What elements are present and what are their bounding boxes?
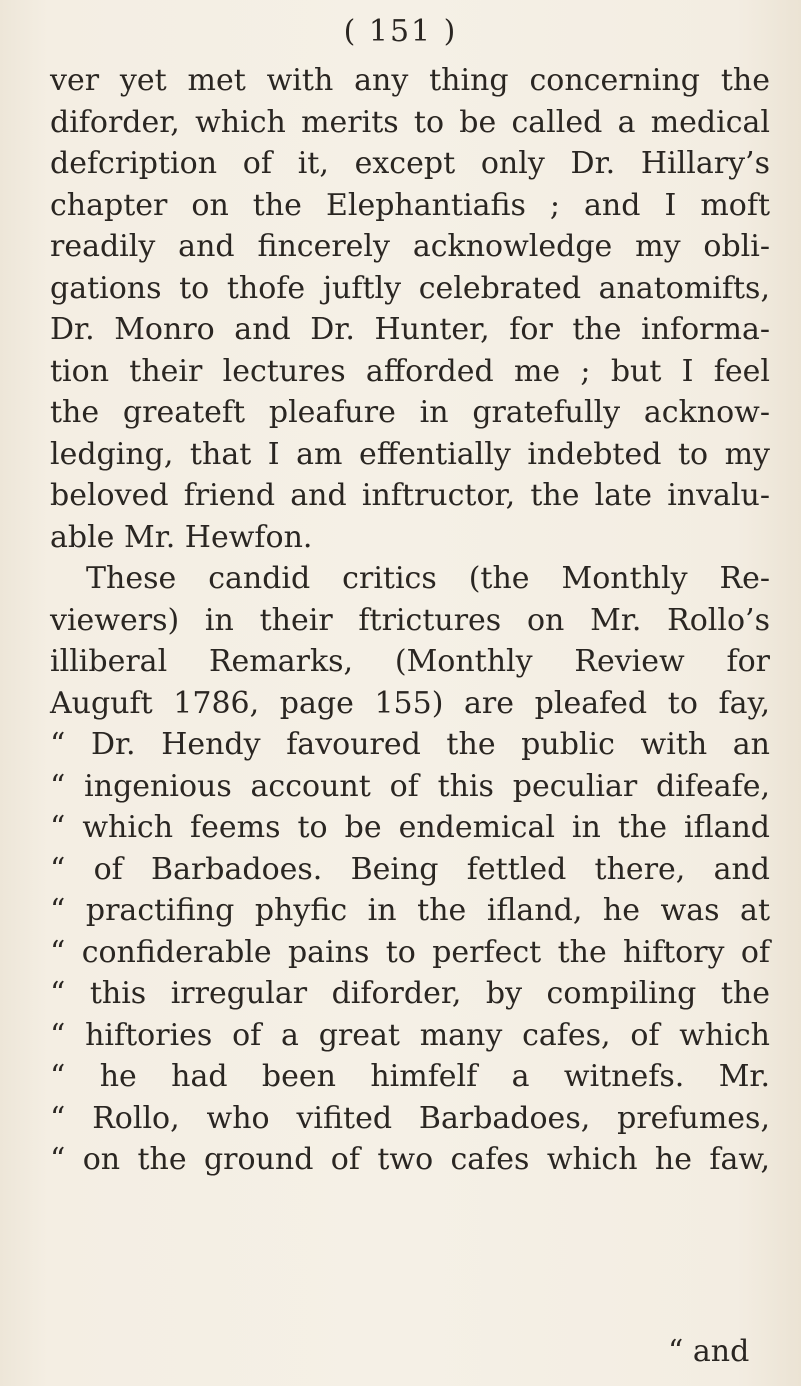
text-line: gations to thofe juftly celebrated anatomifts, bbox=[50, 270, 770, 306]
text-line: viewers) in their ftrictures on Mr. Rollo’s bbox=[50, 602, 770, 638]
text-line: These candid critics (the Monthly Re- bbox=[86, 561, 770, 596]
text-line: “ Rollo, who vifited Barbadoes, prefumes, bbox=[50, 1100, 770, 1136]
text-line: beloved friend and inftructor, the late invalu- bbox=[50, 478, 770, 513]
text-line: “ on the ground of two cafes which he faw, bbox=[50, 1142, 770, 1177]
text-line: illiberal Remarks, (Monthly Review for bbox=[50, 644, 770, 679]
text-line: able Mr. Hewfon. bbox=[50, 519, 313, 555]
text-line: the greateft pleafure in gratefully acknow- bbox=[50, 395, 770, 430]
text-line: defcription of it, except only Dr. Hillary’s bbox=[50, 146, 770, 181]
text-line: readily and fincerely acknowledge my obli- bbox=[50, 229, 770, 264]
catchword: “ and bbox=[668, 1334, 750, 1369]
text-line: “ this irregular diforder, by compiling the bbox=[50, 976, 770, 1011]
text-line: “ Dr. Hendy favoured the public with an bbox=[50, 727, 770, 762]
body-text bbox=[50, 60, 770, 1181]
page-number: ( 151 ) bbox=[343, 14, 458, 49]
text-line: diforder, which merits to be called a medical bbox=[50, 104, 770, 140]
text-line: “ which feems to be endemical in the ifland bbox=[50, 810, 770, 845]
text-line: “ practifing phyfic in the ifland, he was at bbox=[50, 893, 770, 928]
text-line: “ ingenious account of this peculiar difeafe, bbox=[50, 768, 770, 804]
text-line: “ of Barbadoes. Being fettled there, and bbox=[50, 851, 770, 887]
text-line: ver yet met with any thing concerning the bbox=[50, 63, 770, 98]
text-line: tion their lectures afforded me ; but I feel bbox=[50, 353, 770, 389]
text-line: “ confiderable pains to perfect the hiftory of bbox=[50, 934, 770, 970]
text-line: “ hiftories of a great many cafes, of which bbox=[50, 1017, 770, 1053]
text-line: “ he had been himfelf a witnefs. Mr. bbox=[50, 1059, 770, 1094]
text-line: Auguft 1786, page 155) are pleafed to fay, bbox=[50, 685, 770, 721]
text-line: Dr. Monro and Dr. Hunter, for the informa- bbox=[50, 312, 770, 347]
text-line: chapter on the Elephantiafis ; and I moft bbox=[50, 187, 770, 223]
text-line: ledging, that I am effentially indebted to my bbox=[50, 436, 770, 472]
